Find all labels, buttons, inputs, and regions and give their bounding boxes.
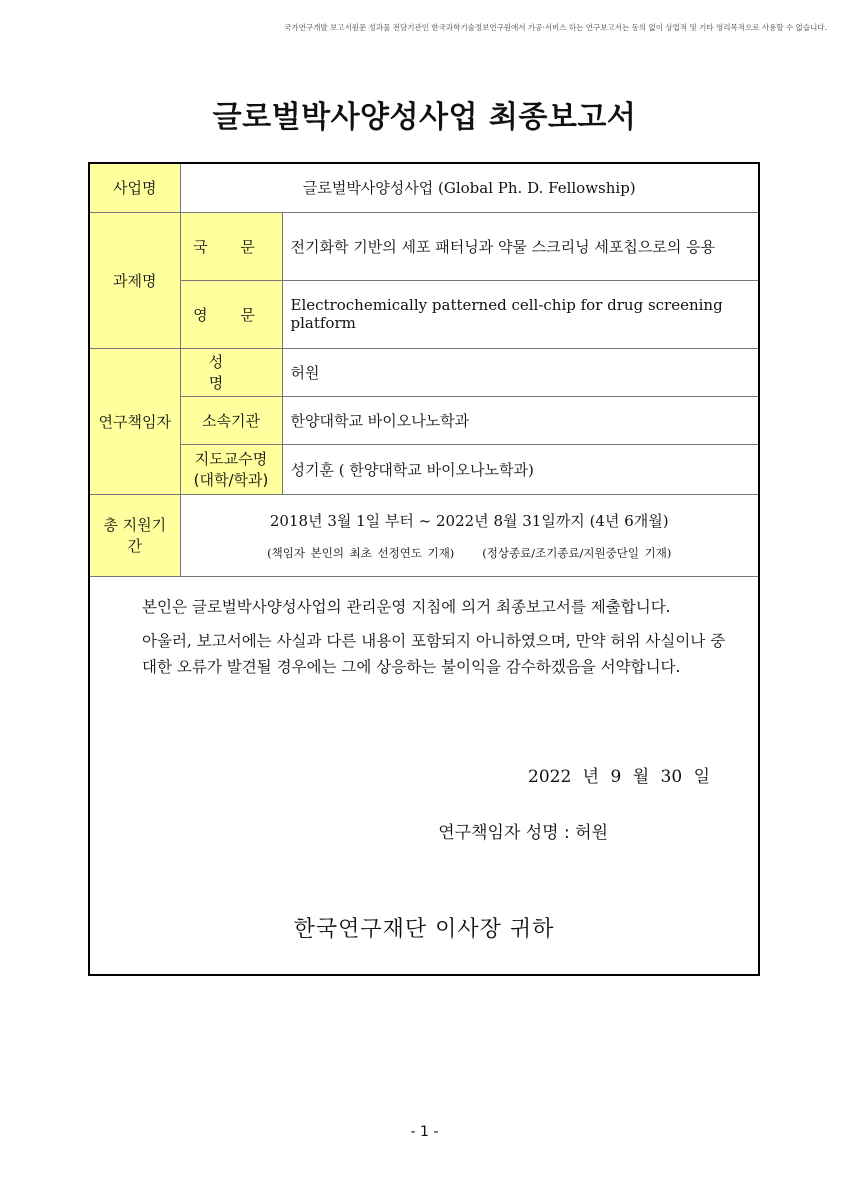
support-period-value	[180, 494, 758, 576]
page-number: - 1 -	[410, 1124, 439, 1140]
report-form	[88, 162, 760, 976]
affiliation-value: 한양대학교 바이오나노학과	[282, 396, 758, 444]
period-note-start: (책임자 본인의 최초 선정연도 기재)	[267, 545, 455, 560]
english-title-label: 영 문	[180, 280, 282, 348]
period-dates: 2018년 3월 1일 부터 ~ 2022년 8월 31일까지 (4년 6개월)	[269, 511, 669, 530]
support-period-label: 총 지원기간	[90, 494, 180, 576]
period-notes	[189, 545, 751, 561]
advisor-label-line2: (대학/학과)	[193, 471, 269, 489]
document-title: 글로벌박사양성사업 최종보고서	[212, 100, 637, 135]
declaration-paragraph-1: 본인은 글로벌박사양성사업의 관리운영 지침에 의거 최종보고서를 제출합니다.	[142, 598, 671, 616]
english-title-value: Electrochemically patterned cell-chip for drug screening platform	[282, 280, 758, 348]
submission-date: 2022 년 9 월 30 일	[528, 767, 710, 787]
declaration-paragraph-2: 아울러, 보고서에는 사실과 다른 내용이 포함되지 아니하였으며, 만약 허위 사실이나 중대한 오류가 발견될 경우에는 그에 상응하는 불이익을 감수하겠음을 서약합니다.	[142, 632, 726, 676]
project-name-label: 사업명	[90, 164, 180, 212]
declaration-text	[142, 594, 738, 688]
affiliation-label: 소속기관	[180, 396, 282, 444]
advisor-label-line1: 지도교수명	[194, 450, 268, 468]
name-label: 성 명	[180, 348, 282, 396]
advisor-value: 성기훈 ( 한양대학교 바이오나노학과)	[282, 444, 758, 494]
copyright-notice: 국가연구개발 보고서원문 성과물 전담기관인 한국과학기술정보연구원에서 가공·서비스 하는 연구보고서는 동의 없이 상업적 및 기타 영리목적으로 사용할 수 없습니다.	[284, 23, 827, 32]
advisor-label	[180, 444, 282, 494]
researcher-label: 연구책임자	[90, 348, 180, 494]
period-note-end: (정상종료/조기종료/지원중단일 기재)	[482, 545, 672, 560]
korean-title-label: 국 문	[180, 212, 282, 280]
korean-title-value: 전기화학 기반의 세포 패터닝과 약물 스크리닝 세포칩으로의 응용	[282, 212, 758, 280]
task-name-label: 과제명	[90, 212, 180, 348]
name-value: 허원	[282, 348, 758, 396]
info-table	[90, 164, 758, 577]
signer-line: 연구책임자 성명 : 허원	[438, 823, 608, 843]
addressee: 한국연구재단 이사장 귀하	[293, 917, 555, 942]
project-name-value: 글로벌박사양성사업 (Global Ph. D. Fellowship)	[180, 164, 758, 212]
